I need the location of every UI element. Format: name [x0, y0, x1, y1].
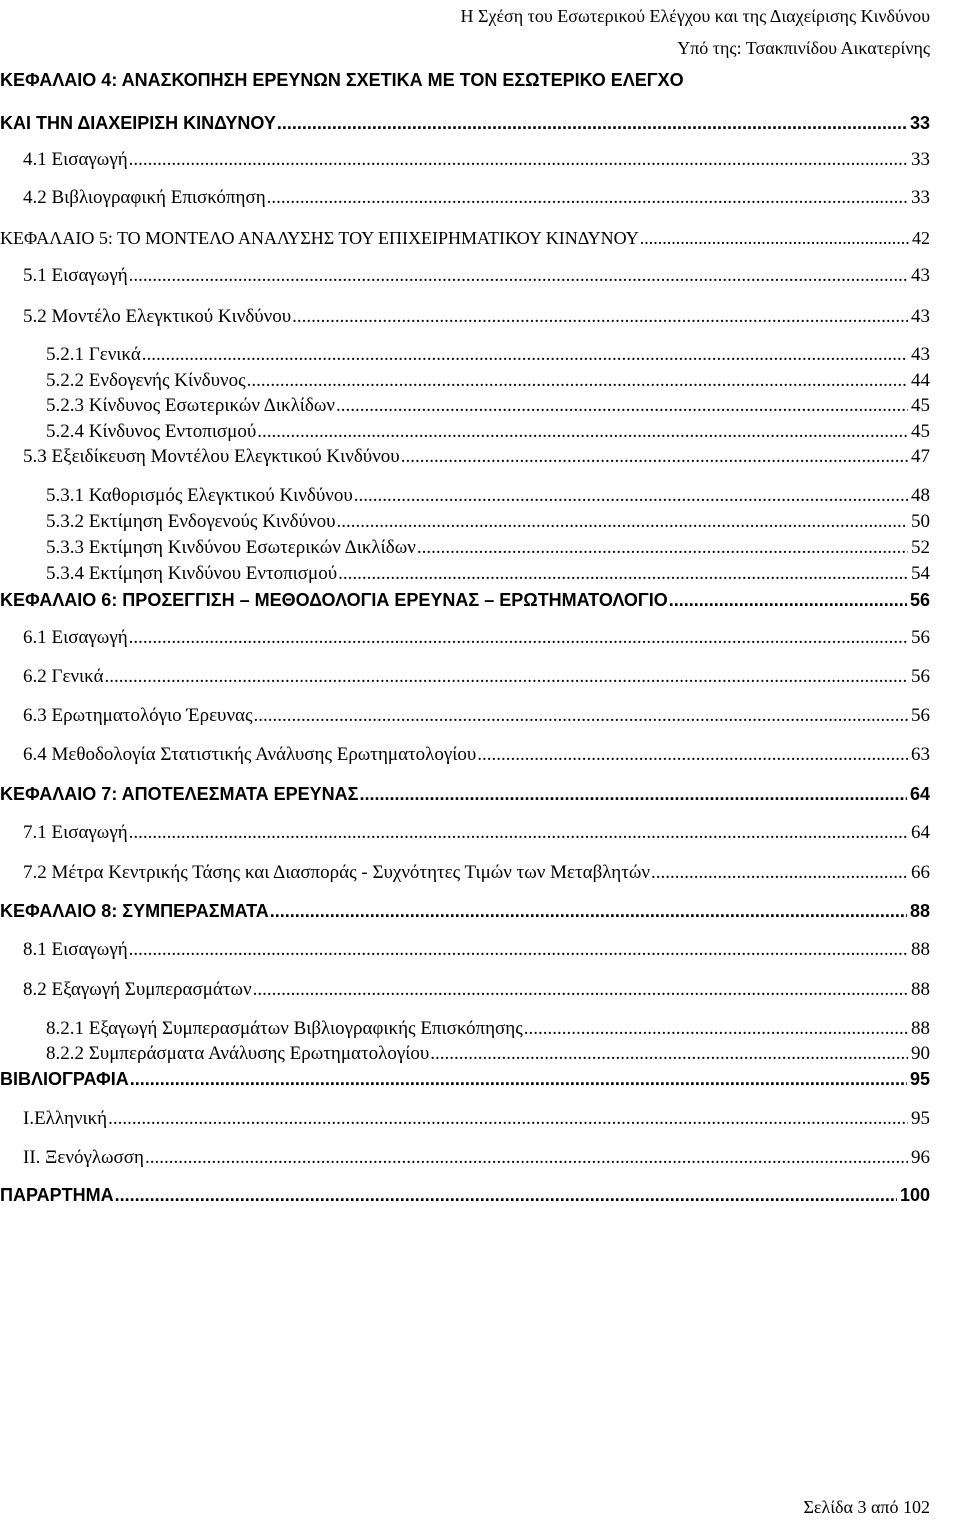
- toc-entry-label: ΙΙ. Ξενόγλωσση: [23, 1147, 144, 1168]
- toc-entry[interactable]: [46, 485, 930, 511]
- toc-entry-page: 45: [911, 395, 930, 416]
- toc-entry[interactable]: [0, 590, 930, 616]
- toc-entry-page: 43: [911, 306, 930, 327]
- toc-entry[interactable]: [23, 862, 930, 888]
- toc-entry-page: 56: [911, 627, 930, 648]
- toc-entry-label: 7.1 Εισαγωγή: [23, 822, 128, 843]
- dot-leader: [129, 939, 908, 961]
- toc-entry-page: 56: [911, 705, 930, 726]
- document-author: Υπό της: Τσακπινίδου Αικατερίνης: [677, 38, 930, 58]
- toc-entry[interactable]: [0, 1185, 930, 1211]
- dot-leader: [254, 705, 908, 727]
- dot-leader: [277, 113, 907, 134]
- toc-entry[interactable]: [23, 939, 930, 965]
- toc-entry-page: 95: [909, 1069, 930, 1089]
- toc-entry-page: 52: [911, 537, 930, 558]
- toc-entry-label: 5.2.1 Γενικά: [46, 344, 141, 365]
- toc-entry-label: ΠΑΡΑΡΤΗΜΑ: [0, 1185, 114, 1205]
- toc-entry-label: 5.3.1 Καθορισμός Ελεγκτικού Κινδύνου: [46, 485, 353, 506]
- toc-entry-label: ΚΕΦΑΛΑΙΟ 4: ΑΝΑΣΚΟΠΗΣΗ ΕΡΕΥΝΩΝ ΣΧΕΤΙΚΑ ΜΕ ΤΟΝ ΕΣΩΤΕΡΙΚΟ ΕΛΕΓΧΟ: [0, 70, 684, 90]
- toc-entry-label: ΒΙΒΛΙΟΓΡΑΦΙΑ: [0, 1069, 129, 1089]
- dot-leader: [401, 446, 908, 468]
- toc-entry[interactable]: [46, 421, 930, 447]
- toc-entry-page: 42: [912, 228, 930, 248]
- dot-leader: [129, 822, 908, 844]
- toc-entry-label: Ι.Ελληνική: [23, 1108, 108, 1129]
- toc-entry-page: 64: [911, 822, 930, 843]
- toc-entry-label: 5.3 Εξειδίκευση Μοντέλου Ελεγκτικού Κινδύνου: [23, 446, 400, 467]
- toc-entry[interactable]: [46, 1018, 930, 1044]
- toc-entry[interactable]: [23, 306, 930, 332]
- toc-entry-label: 6.4 Μεθοδολογία Στατιστικής Ανάλυσης Ερωτηματολογίου: [23, 744, 477, 765]
- dot-leader: [129, 149, 908, 171]
- document-title: Η Σχέση του Εσωτερικού Ελέγχου και της Διαχείρισης Κινδύνου: [460, 6, 930, 26]
- toc-entry[interactable]: [23, 979, 930, 1005]
- toc-entry-label: ΚΕΦΑΛΑΙΟ 6: ΠΡΟΣΕΓΓΙΣΗ – ΜΕΘΟΔΟΛΟΓΙΑ ΕΡΕΥΝΑΣ – ΕΡΩΤΗΜΑΤΟΛΟΓΙΟ: [0, 590, 668, 610]
- toc-entry[interactable]: [46, 344, 930, 370]
- toc-entry-label: 6.1 Εισαγωγή: [23, 627, 128, 648]
- dot-leader: [129, 627, 908, 649]
- toc-entry[interactable]: [0, 784, 930, 810]
- dot-leader: [336, 395, 908, 417]
- dot-leader: [669, 590, 907, 611]
- toc-entry-page: 48: [911, 485, 930, 506]
- toc-entry[interactable]: [0, 901, 930, 927]
- dot-leader: [130, 1069, 907, 1090]
- toc-entry[interactable]: [46, 563, 930, 589]
- dot-leader: [247, 370, 908, 392]
- toc-entry[interactable]: [23, 627, 930, 653]
- toc-entry-page: 88: [911, 939, 930, 960]
- toc-entry[interactable]: [23, 1108, 930, 1134]
- toc-entry-page: 88: [911, 979, 930, 1000]
- dot-leader: [430, 1043, 908, 1065]
- toc-entry[interactable]: [0, 113, 930, 139]
- toc-entry[interactable]: [23, 265, 930, 291]
- toc-entry-page: 44: [911, 370, 930, 391]
- dot-leader: [267, 187, 908, 209]
- toc-entry[interactable]: [0, 1069, 930, 1095]
- toc-entry-page: 56: [911, 666, 930, 687]
- toc-entry-label: 4.2 Βιβλιογραφική Επισκόπηση: [23, 187, 266, 208]
- toc-entry-page: 66: [911, 862, 930, 883]
- dot-leader: [115, 1185, 897, 1206]
- toc-entry-page: 54: [911, 563, 930, 584]
- dot-leader: [105, 666, 908, 688]
- toc-entry-page: 95: [911, 1108, 930, 1129]
- dot-leader: [253, 979, 908, 1001]
- toc-entry-page: 50: [911, 511, 930, 532]
- dot-leader: [129, 265, 908, 287]
- toc-entry-page: 56: [909, 590, 930, 610]
- toc-entry-page: 33: [911, 149, 930, 170]
- toc-entry-page: 45: [911, 421, 930, 442]
- dot-leader: [354, 485, 908, 507]
- toc-entry-page: 43: [911, 265, 930, 286]
- toc-entry[interactable]: [46, 537, 930, 563]
- toc-entry-label: ΚΕΦΑΛΑΙΟ 8: ΣΥΜΠΕΡΑΣΜΑΤΑ: [0, 901, 269, 921]
- toc-entry[interactable]: [23, 822, 930, 848]
- toc-entry[interactable]: [23, 187, 930, 213]
- toc-entry[interactable]: [23, 744, 930, 770]
- dot-leader: [640, 228, 909, 249]
- toc-entry-page: 33: [911, 187, 930, 208]
- toc-entry-label: 5.3.2 Εκτίμηση Ενδογενούς Κινδύνου: [46, 511, 336, 532]
- toc-entry[interactable]: [23, 446, 930, 472]
- dot-leader: [338, 563, 908, 585]
- toc-entry-label: 5.2.3 Κίνδυνος Εσωτερικών Δικλίδων: [46, 395, 335, 416]
- toc-entry[interactable]: [46, 395, 930, 421]
- toc-entry-label: 5.1 Εισαγωγή: [23, 265, 128, 286]
- toc-entry-label: 5.2.2 Ενδογενής Κίνδυνος: [46, 370, 246, 391]
- toc-entry-label: ΚΑΙ ΤΗΝ ΔΙΑΧΕΙΡΙΣΗ ΚΙΝΔΥΝΟΥ: [0, 113, 276, 133]
- dot-leader: [145, 1147, 908, 1169]
- toc-entry-label: 8.2.1 Εξαγωγή Συμπερασμάτων Βιβλιογραφικής Επισκόπησης: [46, 1018, 523, 1039]
- toc-entry[interactable]: [23, 705, 930, 731]
- toc-entry-label: ΚΕΦΑΛΑΙΟ 7: ΑΠΟΤΕΛΕΣΜΑΤΑ ΕΡΕΥΝΑΣ: [0, 784, 359, 804]
- toc-entry-label: ΚΕΦΑΛΑΙΟ 5: ΤΟ ΜΟΝΤΕΛΟ ΑΝΑΛΥΣΗΣ ΤΟΥ ΕΠΙΧΕΙΡΗΜΑΤΙΚΟΥ ΚΙΝΔΥΝΟΥ: [0, 228, 639, 248]
- toc-entry-label: 6.2 Γενικά: [23, 666, 104, 687]
- toc-entry-page: 96: [911, 1147, 930, 1168]
- toc-entry-label: 5.2.4 Κίνδυνος Εντοπισμού: [46, 421, 257, 442]
- dot-leader: [257, 421, 908, 443]
- running-header: [461, 0, 930, 64]
- toc-entry-label: 8.1 Εισαγωγή: [23, 939, 128, 960]
- dot-leader: [108, 1108, 908, 1130]
- toc-entry-label: 5.3.4 Εκτίμηση Κινδύνου Εντοπισμού: [46, 563, 338, 584]
- toc-entry[interactable]: [23, 1147, 930, 1173]
- dot-leader: [477, 744, 908, 766]
- toc-entry[interactable]: [23, 666, 930, 692]
- page-number: Σελίδα 3 από 102: [803, 1497, 930, 1517]
- dot-leader: [359, 784, 907, 805]
- toc-entry-page: 47: [911, 446, 930, 467]
- toc-entry-page: 90: [911, 1043, 930, 1064]
- toc-entry-label: 8.2 Εξαγωγή Συμπερασμάτων: [23, 979, 252, 1000]
- toc-entry-label: 7.2 Μέτρα Κεντρικής Τάσης και Διασποράς - Συχνότητες Τιμών των Μεταβλητών: [23, 862, 650, 883]
- toc-entry[interactable]: [0, 228, 930, 254]
- toc-entry-label: 8.2.2 Συμπεράσματα Ανάλυσης Ερωτηματολογίου: [46, 1043, 430, 1064]
- toc-entry[interactable]: [23, 149, 930, 175]
- dot-leader: [417, 537, 908, 559]
- dot-leader: [292, 306, 908, 328]
- dot-leader: [270, 901, 907, 922]
- toc-entry[interactable]: [0, 70, 960, 96]
- toc-entry[interactable]: [46, 370, 930, 396]
- toc-entry-page: 100: [899, 1185, 930, 1205]
- toc-entry-page: 88: [909, 901, 930, 921]
- toc-entry[interactable]: [46, 511, 930, 537]
- toc-entry-page: 33: [909, 113, 930, 133]
- dot-leader: [651, 862, 908, 884]
- toc-entry-page: 88: [911, 1018, 930, 1039]
- toc-entry-label: 6.3 Ερωτηματολόγιο Έρευνας: [23, 705, 253, 726]
- toc-entry[interactable]: [46, 1043, 930, 1069]
- dot-leader: [336, 511, 908, 533]
- toc-entry-page: 63: [911, 744, 930, 765]
- toc-entry-label: 5.2 Μοντέλο Ελεγκτικού Κινδύνου: [23, 306, 292, 327]
- dot-leader: [142, 344, 908, 366]
- toc-entry-page: 64: [909, 784, 930, 804]
- toc-entry-label: 5.3.3 Εκτίμηση Κινδύνου Εσωτερικών Δικλίδων: [46, 537, 416, 558]
- toc-entry-label: 4.1 Εισαγωγή: [23, 149, 128, 170]
- dot-leader: [524, 1018, 908, 1040]
- toc-entry-page: 43: [911, 344, 930, 365]
